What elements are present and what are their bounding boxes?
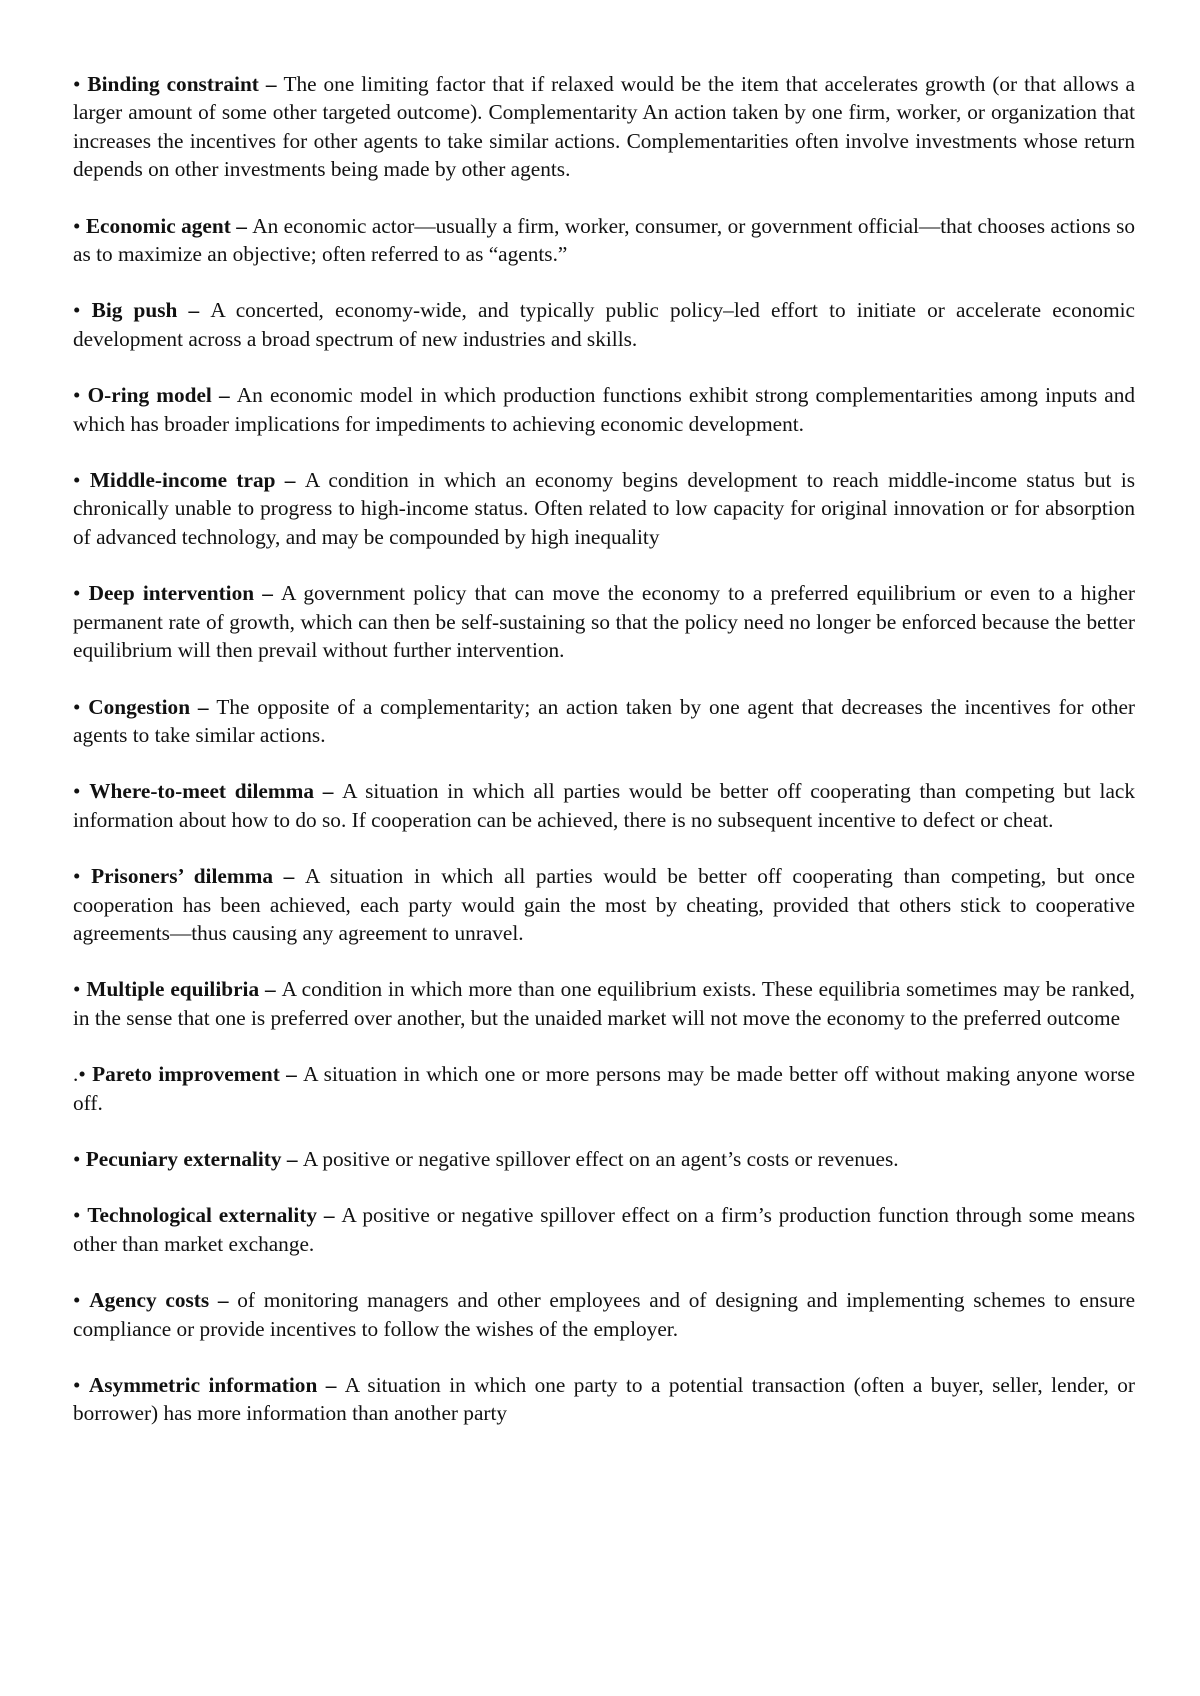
bullet: • — [73, 298, 92, 323]
glossary-entry-asymmetric-information — [73, 1371, 1135, 1428]
glossary-entry-where-to-meet-dilemma — [73, 777, 1135, 834]
definition: The opposite of a complementarity; an action taken by one agent that decreases the incentives for other agents to take similar actions. — [73, 694, 1136, 747]
bullet: • — [73, 72, 88, 96]
bullet: • — [73, 213, 86, 238]
term: Multiple equilibria — [86, 977, 260, 1002]
glossary-entry-multiple-equilibria — [73, 975, 1135, 1032]
separator: – — [258, 72, 284, 96]
term: Asymmetric information — [88, 1373, 318, 1397]
glossary-entry-deep-intervention — [73, 579, 1135, 664]
separator: – — [281, 1146, 303, 1171]
term: Big push — [91, 298, 178, 323]
term: Where-to-meet dilemma — [89, 779, 315, 804]
definition: An economic model in which production functions exhibit strong complementarities among inputs and which has broader implications for impediments to achieving economic development. — [73, 383, 1136, 436]
term: Congestion — [88, 694, 191, 719]
separator: – — [317, 1373, 345, 1397]
glossary-entry-pareto-improvement — [73, 1060, 1135, 1117]
separator: – — [190, 694, 217, 719]
separator: – — [272, 864, 306, 889]
term: Agency costs — [89, 1288, 210, 1313]
separator: – — [230, 213, 253, 238]
bullet: • — [73, 864, 92, 889]
definition: A condition in which more than one equilibrium exists. These equilibria sometimes may be ranked, in the sense that one is preferred over another, but the unaided market will not move the economy to the preferred outcome — [73, 977, 1136, 1030]
definition: A situation in which all parties would be better off cooperating than competing, but once cooperation has been achieved, each party would gain the most by cheating, provided that others stick to cooperative agreements—thus causing any agreement to unravel. — [73, 864, 1136, 945]
bullet: • — [73, 1373, 89, 1397]
bullet: • — [73, 1288, 90, 1313]
glossary-entry-congestion — [73, 693, 1135, 750]
definition: A condition in which an economy begins development to reach middle-income status but is chronically unable to progress to high-income status. Often related to low capacity for original innovation or for absorption of advanced technology, and may be compounded by high inequality — [73, 468, 1136, 549]
separator: – — [316, 1203, 342, 1228]
glossary-page — [73, 70, 1135, 1456]
bullet: • — [73, 694, 89, 719]
glossary-entry-prisoners-dilemma — [73, 862, 1135, 947]
bullet: • — [73, 383, 88, 408]
separator: – — [275, 468, 305, 493]
glossary-entry-o-ring-model — [73, 381, 1135, 438]
separator: – — [279, 1062, 304, 1087]
glossary-entry-economic-agent — [73, 212, 1135, 269]
glossary-entry-binding-constraint — [73, 70, 1135, 184]
term: O-ring model — [87, 383, 212, 408]
definition: A situation in which one or more persons may be made better off without making anyone worse off. — [73, 1062, 1135, 1115]
definition: A concerted, economy-wide, and typically public policy–led effort to initiate or accelerate economic development across a broad spectrum of new industries and skills. — [73, 298, 1136, 351]
definition: A positive or negative spillover effect on an agent’s costs or revenues. — [302, 1146, 899, 1171]
bullet: • — [73, 468, 90, 493]
bullet: • — [73, 1146, 86, 1171]
definition: A situation in which all parties would be better off cooperating than competing but lack information about how to do so. If cooperation can be achieved, there is no subsequent incentive to defect or cheat. — [73, 779, 1135, 832]
bullet: • — [73, 1203, 88, 1228]
definition: A situation in which one party to a potential transaction (often a buyer, seller, lender, or borrower) has more information than another party — [73, 1373, 1135, 1426]
term: Pecuniary externality — [85, 1146, 282, 1171]
bullet: • — [73, 581, 89, 606]
separator: – — [259, 977, 282, 1002]
term: Economic agent — [85, 213, 231, 238]
term: Deep intervention — [88, 581, 255, 606]
bullet: .• — [73, 1062, 93, 1087]
definition: A government policy that can move the economy to a preferred equilibrium or even to a higher permanent rate of growth, which can then be self-sustaining so that the policy need no longer be enforced because the better equilibrium will then prevail without further intervention. — [73, 581, 1135, 663]
bullet: • — [73, 779, 90, 804]
term: Binding constraint — [87, 72, 259, 96]
term: Technological externality — [87, 1203, 317, 1228]
definition: The one limiting factor that if relaxed would be the item that accelerates growth (or that allows a larger amount of some other targeted outcome). Complementarity An action taken by one firm, worker, or organization that increases the incentives for other agents to take similar actions. Complementarities often involve investments whose return depends on other investments being made by other agents. — [73, 72, 1136, 182]
glossary-entry-middle-income-trap — [73, 466, 1135, 551]
separator: – — [211, 383, 237, 408]
bullet: • — [73, 977, 87, 1002]
separator: – — [209, 1288, 238, 1313]
separator: – — [254, 581, 281, 606]
term: Pareto improvement — [92, 1062, 280, 1087]
glossary-entry-agency-costs — [73, 1286, 1135, 1343]
separator: – — [314, 779, 343, 804]
separator: – — [177, 298, 211, 323]
definition: An economic actor—usually a firm, worker, consumer, or government official—that chooses actions so as to maximize an objective; often referred to as “agents.” — [73, 213, 1136, 267]
term: Middle-income trap — [89, 468, 276, 493]
definition: A positive or negative spillover effect on a firm’s production function through some means other than market exchange. — [73, 1203, 1136, 1256]
glossary-entry-big-push — [73, 296, 1135, 353]
glossary-entry-technological-externality — [73, 1201, 1135, 1258]
glossary-entry-pecuniary-externality — [73, 1145, 1135, 1173]
term: Prisoners’ dilemma — [91, 864, 273, 889]
definition: of monitoring managers and other employees and of designing and implementing schemes to ensure compliance or provide incentives to follow the wishes of the employer. — [73, 1288, 1136, 1341]
